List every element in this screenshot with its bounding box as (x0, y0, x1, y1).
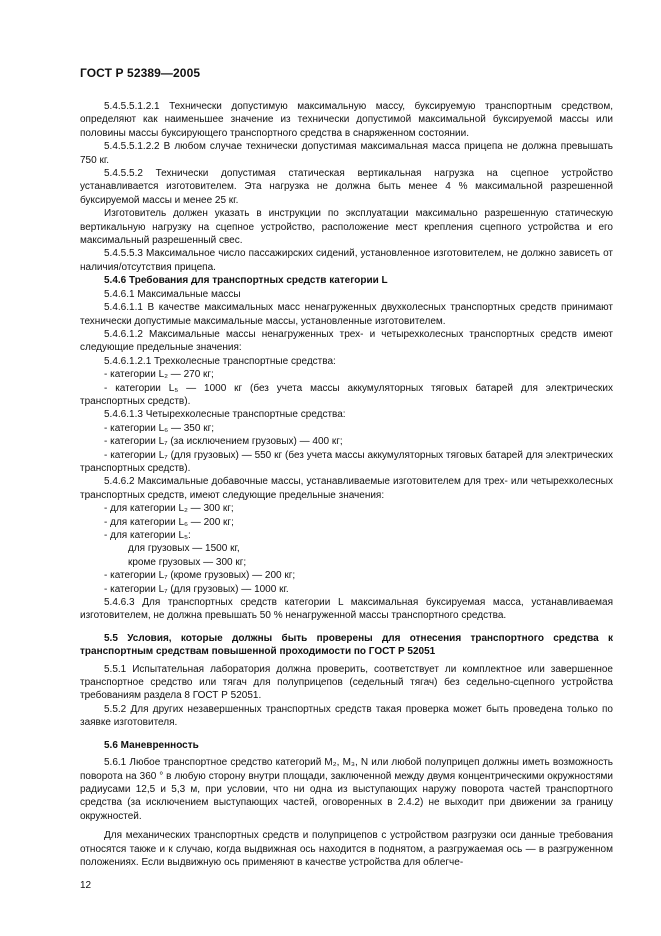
section-heading-5-6: 5.6 Маневренность (104, 739, 199, 751)
section-heading-5-5: 5.5 Условия, которые должны быть проверены для отнесения транспортного средства к транспортным средствам повышенной проходимости по ГОСТ Р 52051 (80, 632, 613, 658)
paragraph-5-4-6-1-3: 5.4.6.1.3 Четырехколесные транспортные средства: (104, 409, 346, 421)
page-header-standard-code: ГОСТ Р 52389—2005 (80, 66, 201, 80)
paragraph-5-4-6-1: 5.4.6.1 Максимальные массы (104, 288, 241, 300)
paragraph-5-4-5-5-3: 5.4.5.5.3 Максимальное число пассажирских сидений, установленное изготовителем, не должно зависеть от наличия/отсутствия прицепа. (80, 248, 613, 273)
sub-item-cargo: для грузовых — 1500 кг, (128, 543, 240, 555)
list-item-l5: - категории L₅ — 1000 кг (без учета массы аккумуляторных тяговых батарей для электрических транспортных средств). (80, 382, 613, 407)
sub-item-non-cargo: кроме грузовых — 300 кг; (128, 556, 247, 568)
list-item-l7-non-cargo: - категории L₇ (за исключением грузовых) — 400 кг; (104, 436, 343, 448)
paragraph-5-4-6-1-2-1: 5.4.6.1.2.1 Трехколесные транспортные средства: (104, 355, 336, 367)
list-item-l2: - категории L₂ — 270 кг; (104, 369, 214, 381)
document-body (80, 100, 613, 869)
paragraph-5-6-1: 5.6.1 Любое транспортное средство категорий M₂, M₃, N или любой полуприцеп должны иметь возможность поворота на 360 ° в любую сторону внутри площади, заключенной между двумя концентрическими окружностями радиусами 12,5 и 5,3 м, при условии, что ни одна из выступающих наружу поворота частей транспортного средства (за исключением выступающих частей, оговоренных в 2.4.2) не выходит при движении за границу окружностей. (80, 757, 613, 822)
list-item-added-l6: - для категории L₆ — 200 кг; (104, 516, 234, 528)
paragraph-5-5-2: 5.5.2 Для других незавершенных транспортных средств такая проверка может быть проведена только по заявке изготовителя. (80, 703, 613, 729)
list-item-added-l7-cargo: - категории L₇ (для грузовых) — 1000 кг. (104, 583, 289, 595)
paragraph-manufacturer-instructions: Изготовитель должен указать в инструкции по эксплуатации максимально разрешенную статическую вертикальную нагрузку на сцепное устройство, расположение мест крепления сцепного устройства и его максимальный разрешенный свес. (80, 208, 613, 247)
list-item-added-l2: - для категории L₂ — 300 кг; (104, 503, 234, 515)
section-heading-5-4-6: 5.4.6 Требования для транспортных средств категории L (104, 275, 388, 287)
list-item-l7-cargo: - категории L₇ (для грузовых) — 550 кг (без учета массы аккумуляторных тяговых батарей для электрических транспортных средств). (80, 449, 613, 474)
paragraph-5-4-5-5-2: 5.4.5.5.2 Технически допустимая статическая вертикальная нагрузка на сцепное устройство устанавливается изготовителем. Эта нагрузка не должна быть менее 4 % максимальной разрешенной буксируемой массы и менее 25 кг. (80, 168, 613, 206)
paragraph-5-5-1: 5.5.1 Испытательная лаборатория должна проверить, соответствует ли комплектное или завершенное транспортное средство или тягач для полуприцепов (седельный тягач) без седельно-сцепного устройства требованиям раздела 8 ГОСТ Р 52051. (80, 663, 613, 702)
paragraph-5-4-6-3: 5.4.6.3 Для транспортных средств категории L максимальная буксируемая масса, устанавливаемая изготовителем, не должна превышать 50 % ненагруженной массы транспортного средства. (80, 597, 613, 622)
list-item-l6: - категории L₆ — 350 кг; (104, 422, 214, 434)
paragraph-5-4-6-1-1: 5.4.6.1.1 В качестве максимальных масс ненагруженных двухколесных транспортных средств принимают технически допустимые максимальные массы, установленные изготовителем. (80, 302, 613, 327)
paragraph-axle-unloading: Для механических транспортных средств и полуприцепов с устройством разгрузки оси данные требования относятся также и к случаю, когда выдвижная ось находится в поднятом, а разгружаемая ось — в разгруженном положениях. Если выдвижную ось применяют в качестве устройства для облегче- (80, 830, 613, 868)
paragraph-5-4-5-5-1-2-2: 5.4.5.5.1.2.2 В любом случае технически допустимая максимальная масса прицепа не должна превышать 750 кг. (80, 141, 613, 166)
paragraph-5-4-6-1-2: 5.4.6.1.2 Максимальные массы ненагруженных трех- и четырехколесных транспортных средств имеют следующие предельные значения: (80, 328, 613, 354)
paragraph-5-4-6-2: 5.4.6.2 Максимальные добавочные массы, устанавливаемые изготовителем для трех- или четырехколесных транспортных средств, имеют следующие предельные значения: (80, 476, 613, 501)
list-item-added-l7-non-cargo: - категории L₇ (кроме грузовых) — 200 кг; (104, 570, 296, 582)
list-item-added-l5: - для категории L₅: (104, 530, 191, 541)
page-number: 12 (80, 880, 92, 891)
paragraph-5-4-5-5-1-2-1: 5.4.5.5.1.2.1 Технически допустимую максимальную массу, буксируемую транспортным средством, определяют как наименьшее значение из технически допустимой максимальной буксируемой массы или половины массы буксирующего транспортного средства в снаряженном состоянии. (80, 101, 613, 139)
